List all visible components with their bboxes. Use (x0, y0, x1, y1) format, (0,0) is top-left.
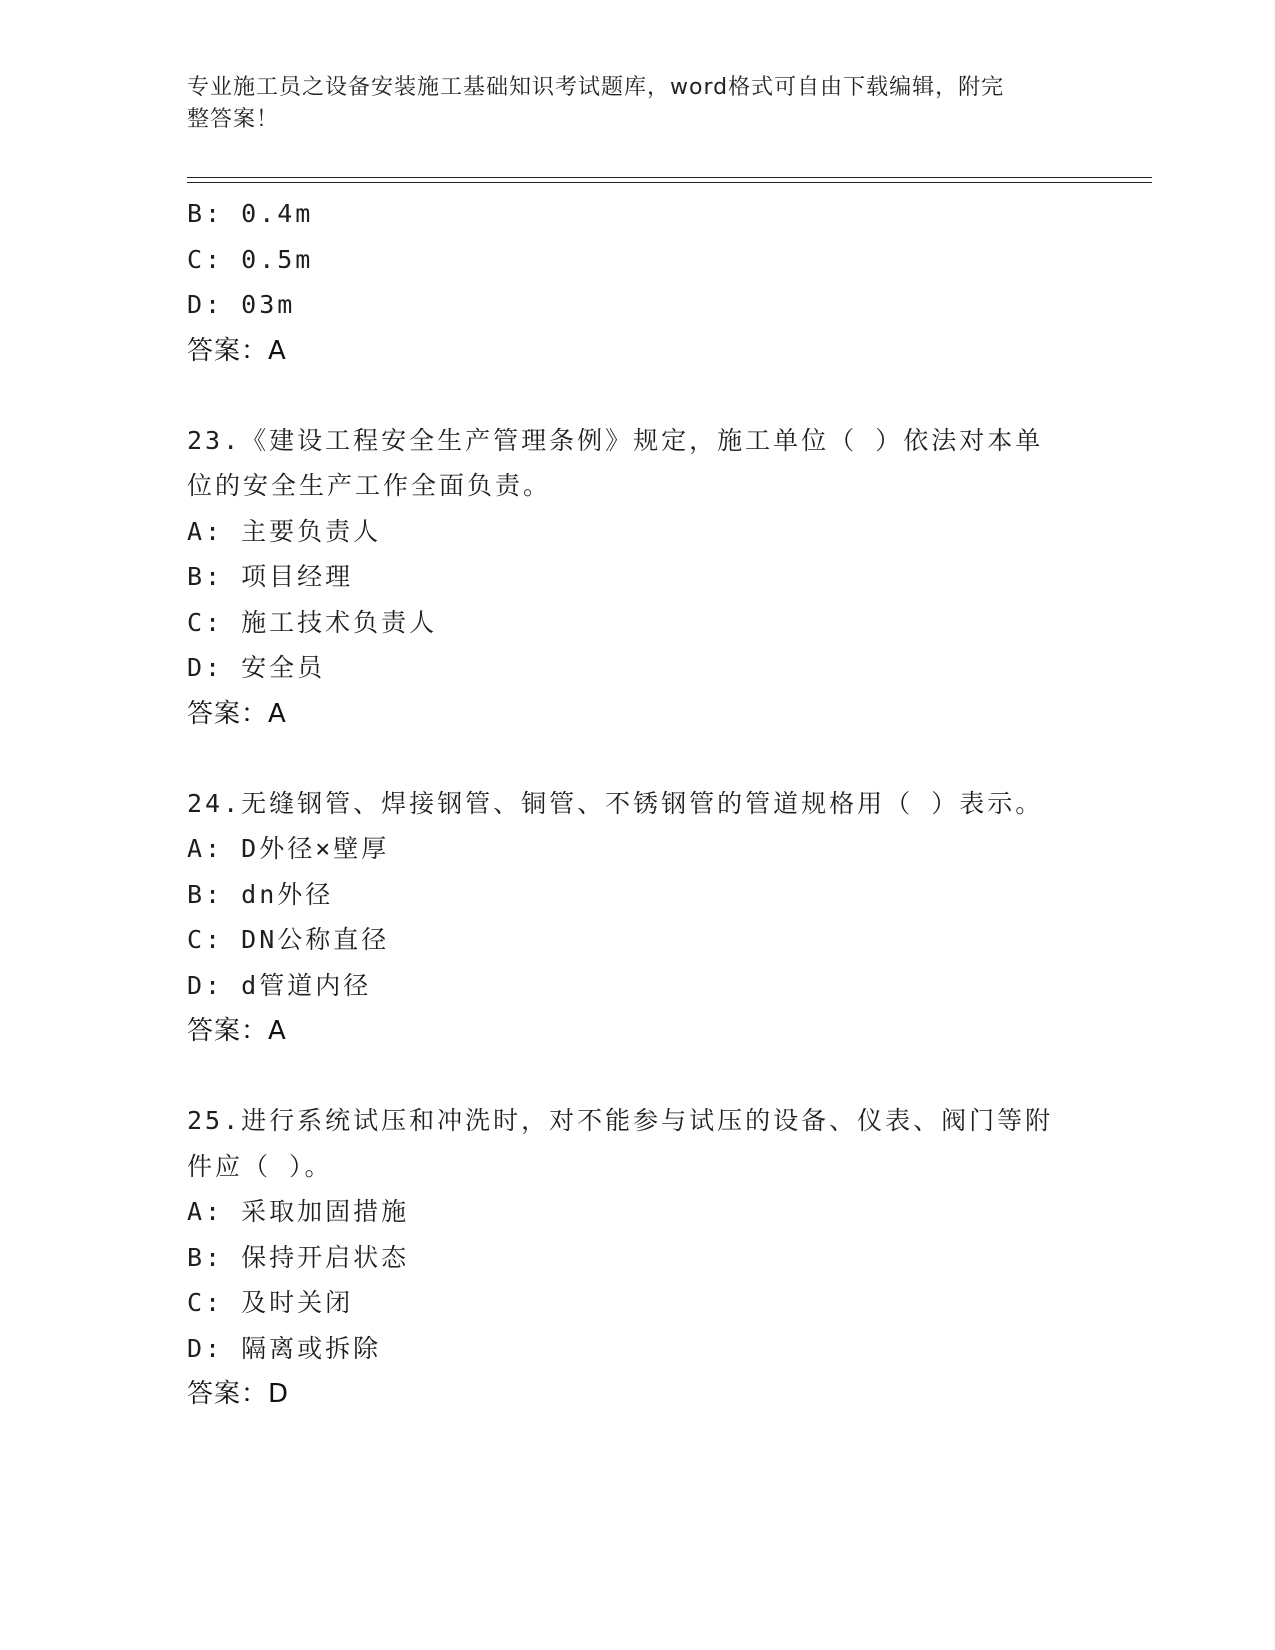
spacer (187, 737, 1087, 781)
answer-line: 答案：A (187, 698, 287, 729)
question-stem-line: 件应（ ）。 (187, 1151, 333, 1181)
option-a: A: D外径×壁厚 (187, 834, 390, 863)
option-b: B: dn外径 (187, 879, 334, 909)
question-23 (187, 418, 1087, 737)
question-stem-line: 25.进行系统试压和冲洗时，对不能参与试压的设备、仪表、阀门等附 (187, 1106, 1054, 1135)
option-a: A: 采取加固措施 (187, 1197, 410, 1226)
header-divider-bottom (187, 182, 1152, 183)
option-c: C: 及时关闭 (187, 1288, 354, 1317)
option-b: B: 项目经理 (187, 562, 354, 591)
question-stem-line: 23.《建设工程安全生产管理条例》规定，施工单位（ ）依法对本单 (187, 425, 1044, 455)
option-c: C: 0.5m (187, 244, 314, 274)
spacer (187, 1054, 1087, 1098)
question-22-continued (187, 191, 1087, 374)
spacer (187, 374, 1087, 418)
option-c: C: DN公称直径 (187, 925, 390, 954)
question-stem-line: 24.无缝钢管、焊接钢管、铜管、不锈钢管的管道规格用（ ）表示。 (187, 788, 1044, 818)
option-d: D: 03m (187, 290, 296, 319)
option-d: D: 隔离或拆除 (187, 1333, 382, 1363)
document-body (187, 191, 1087, 1417)
header-title-line-2: 整答案！ (187, 107, 280, 132)
option-a: A: 主要负责人 (187, 516, 382, 546)
option-d: D: 安全员 (187, 653, 326, 682)
header-divider-top (187, 177, 1152, 178)
option-b: B: 保持开启状态 (187, 1242, 410, 1272)
option-c: C: 施工技术负责人 (187, 607, 438, 637)
answer-line: 答案：A (187, 335, 287, 366)
option-b: B: 0.4m (187, 199, 314, 228)
header-title-line-1: 专业施工员之设备安装施工基础知识考试题库，word格式可自由下载编辑，附完 (187, 75, 1005, 100)
answer-line: 答案：A (187, 1016, 287, 1046)
question-stem-line: 位的安全生产工作全面负责。 (187, 471, 552, 500)
option-d: D: d管道内径 (187, 970, 372, 1000)
answer-line: 答案：D (187, 1379, 290, 1409)
question-24 (187, 781, 1087, 1055)
document-header (187, 72, 1067, 136)
question-25 (187, 1098, 1087, 1417)
